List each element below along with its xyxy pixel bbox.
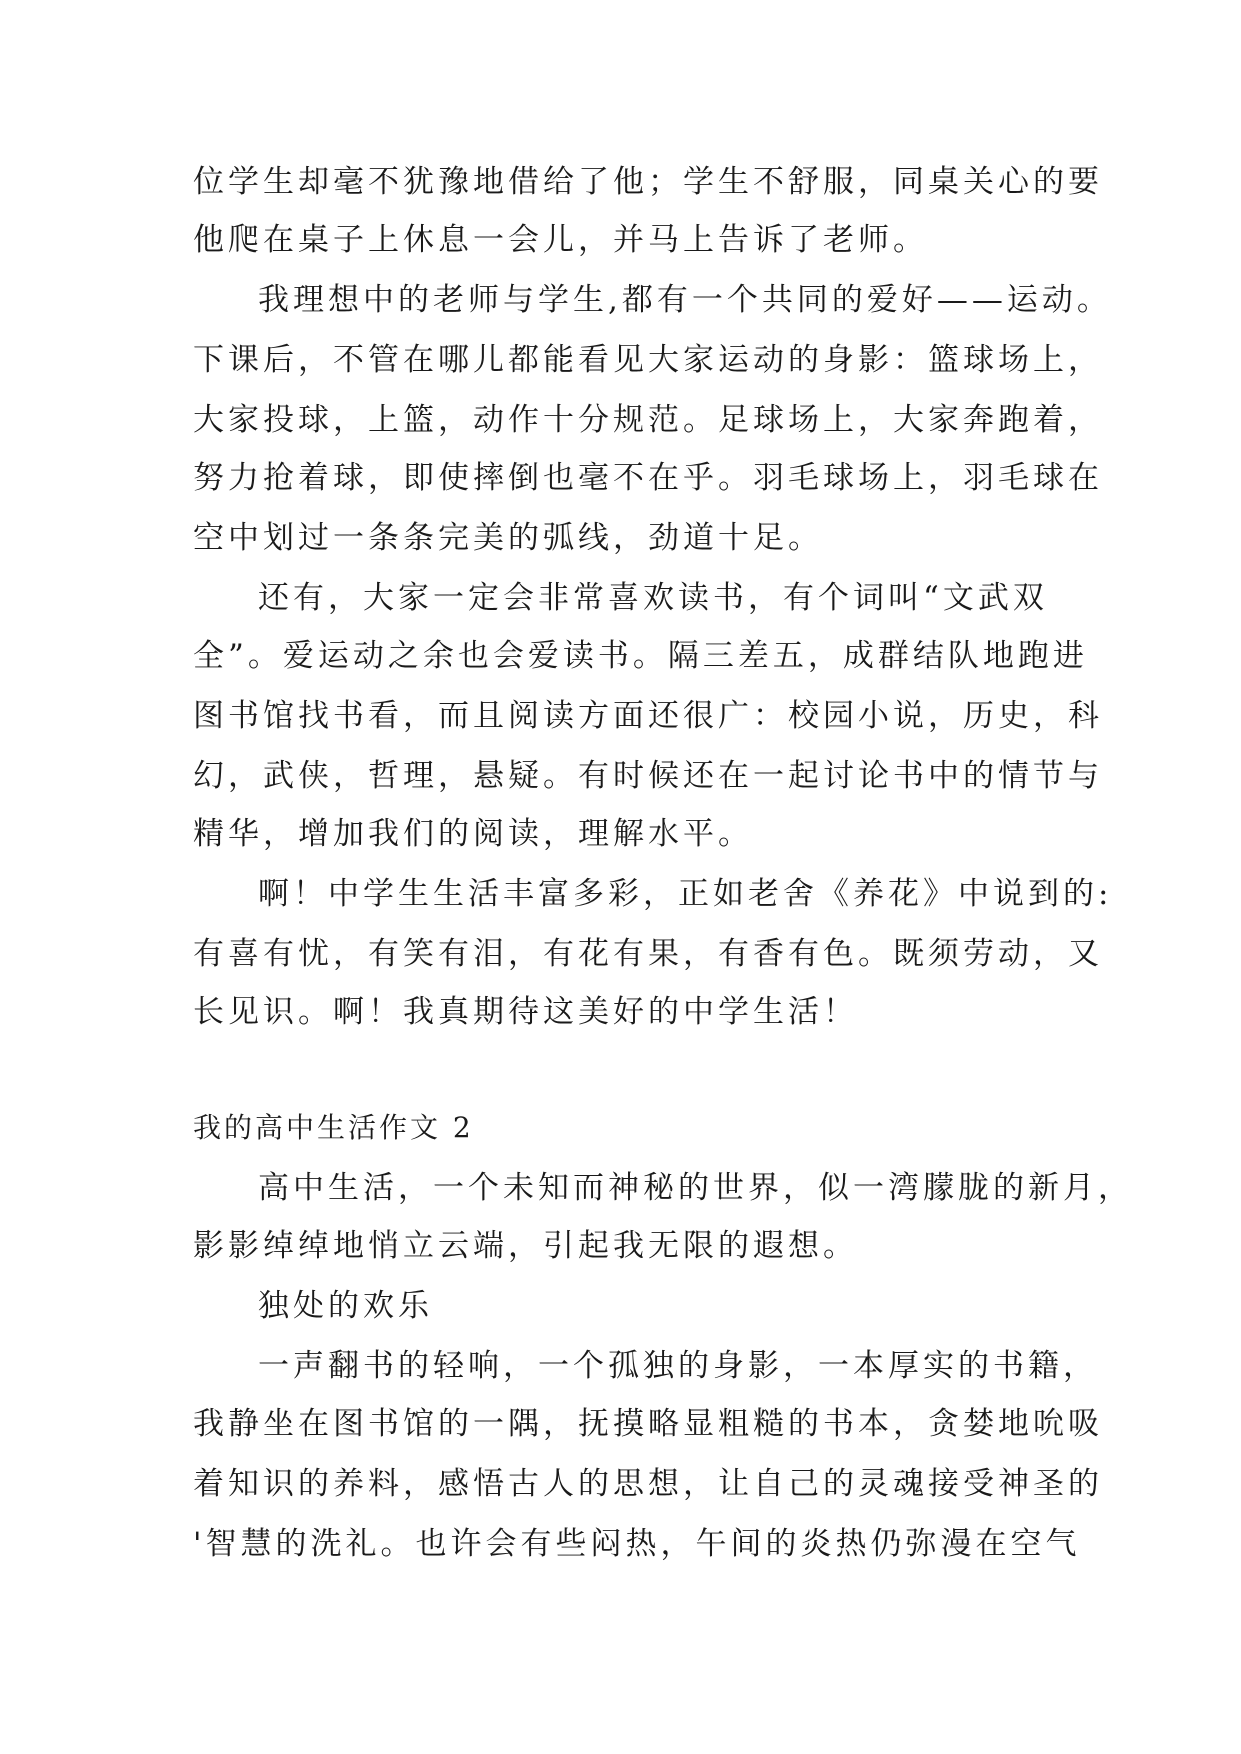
paragraph-line: 他爬在桌子上休息一会儿，并马上告诉了老师。 — [193, 222, 928, 258]
paragraph-line: 长见识。啊！我真期待这美好的中学生活！ — [193, 994, 858, 1030]
paragraph-line: 影影绰绰地悄立云端，引起我无限的遐想。 — [193, 1228, 858, 1264]
subheading: 独处的欢乐 — [258, 1288, 433, 1324]
paragraph-line: 图书馆找书看，而且阅读方面还很广：校园小说，历史，科 — [193, 698, 1103, 734]
paragraph-line: 位学生却毫不犹豫地借给了他；学生不舒服，同桌关心的要 — [193, 164, 1103, 200]
paragraph-line: 一声翻书的轻响，一个孤独的身影，一本厚实的书籍， — [258, 1348, 1098, 1384]
paragraph-line: 努力抢着球，即使摔倒也毫不在乎。羽毛球场上，羽毛球在 — [193, 460, 1103, 496]
paragraph-line: 高中生活，一个未知而神秘的世界，似一湾朦胧的新月， — [258, 1170, 1133, 1206]
paragraph-line: 我静坐在图书馆的一隅，抚摸略显粗糙的书本，贪婪地吮吸 — [193, 1406, 1103, 1442]
paragraph-line: 下课后，不管在哪儿都能看见大家运动的身影：篮球场上， — [193, 342, 1103, 378]
paragraph-line: 有喜有忧，有笑有泪，有花有果，有香有色。既须劳动，又 — [193, 936, 1103, 972]
paragraph-line: 空中划过一条条完美的弧线，劲道十足。 — [193, 520, 823, 556]
paragraph-line: 还有，大家一定会非常喜欢读书，有个词叫“文武双 — [258, 580, 1048, 616]
paragraph-line: 幻，武侠，哲理，悬疑。有时候还在一起讨论书中的情节与 — [193, 758, 1103, 794]
paragraph-line: 精华，增加我们的阅读，理解水平。 — [193, 816, 753, 852]
paragraph-line: 大家投球，上篮，动作十分规范。足球场上，大家奔跑着， — [193, 402, 1103, 438]
paragraph-line: 我理想中的老师与学生,都有一个共同的爱好——运动。 — [258, 282, 1112, 318]
essay-title: 我的高中生活作文 2 — [193, 1111, 474, 1144]
paragraph-line: '智慧的洗礼。也许会有些闷热，午间的炎热仍弥漫在空气 — [193, 1526, 1081, 1562]
paragraph-line: 啊！中学生生活丰富多彩，正如老舍《养花》中说到的: — [258, 876, 1113, 912]
paragraph-line: 着知识的养料，感悟古人的思想，让自己的灵魂接受神圣的 — [193, 1466, 1103, 1502]
paragraph-line: 全”。爱运动之余也会爱读书。隔三差五，成群结队地跑进 — [193, 638, 1088, 674]
